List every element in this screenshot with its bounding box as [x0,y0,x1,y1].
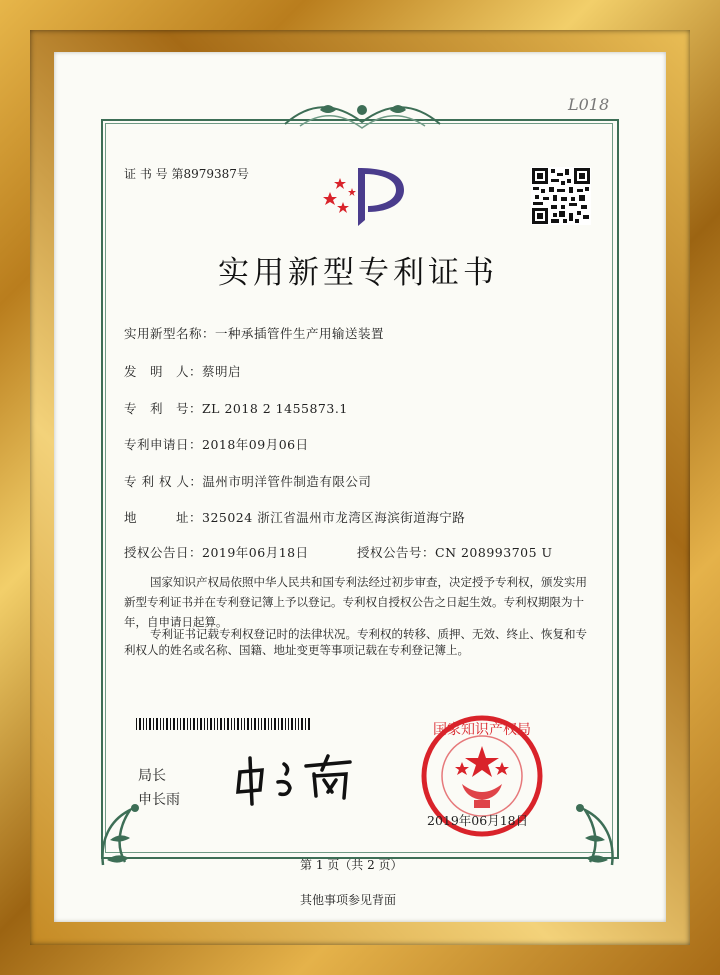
handwritten-note: L018 [568,95,610,114]
paragraph-1-line-1: 国家知识产权局依照中华人民共和国专利法经过初步审查，决定授予专利权，颁发实用 [150,575,587,589]
utility-model-name: 实用新型名称：一种承插管件生产用输送装置 [124,326,385,341]
top-ornament [280,98,445,134]
footer-note: 其他事项参见背面 [300,893,397,907]
qr-code-icon [531,167,591,225]
paragraph-2-line-1: 专利证书记载专利权登记时的法律状况。专利权的转移、质押、无效、终止、恢复和专 [150,627,587,641]
paragraph-1-line-2: 新型专利证书并在专利登记簿上予以登记。专利权自授权公告之日起生效。专利权期限为十 [124,595,584,609]
corner-ornament-right [560,790,620,870]
address: 地 址：325024 浙江省温州市龙湾区海滨街道海宁路 [124,510,466,525]
director-signature [232,752,362,807]
certificate-number: 证 书 号 第8979387号 [124,167,249,181]
filing-date: 专利申请日：2018年09月06日 [124,437,309,452]
certificate-title: 实用新型专利证书 [218,255,498,291]
seal-text: 国家知识产权局 [433,722,531,738]
patentee: 专 利 权 人：温州市明洋管件制造有限公司 [124,474,372,489]
inventor: 发 明 人：蔡明启 [124,364,242,379]
patent-office-logo-icon [318,160,408,230]
paragraph-1-line-3: 年，自申请日起算。 [124,615,228,629]
page-info: 第 1 页（共 2 页） [300,858,403,872]
seal-date: 2019年06月18日 [427,813,529,828]
grant-announcement-date: 授权公告日：2019年06月18日 [124,545,309,560]
barcode-icon [136,718,312,730]
director-title: 局长 [138,768,166,784]
patent-number: 专 利 号：ZL 2018 2 1455873.1 [124,401,348,416]
director-name: 申长雨 [138,792,180,808]
paragraph-2-line-2: 利权人的姓名或名称、国籍、地址变更等事项记载在专利登记簿上。 [124,643,469,657]
grant-announcement-number: 授权公告号：CN 208993705 U [357,545,553,560]
